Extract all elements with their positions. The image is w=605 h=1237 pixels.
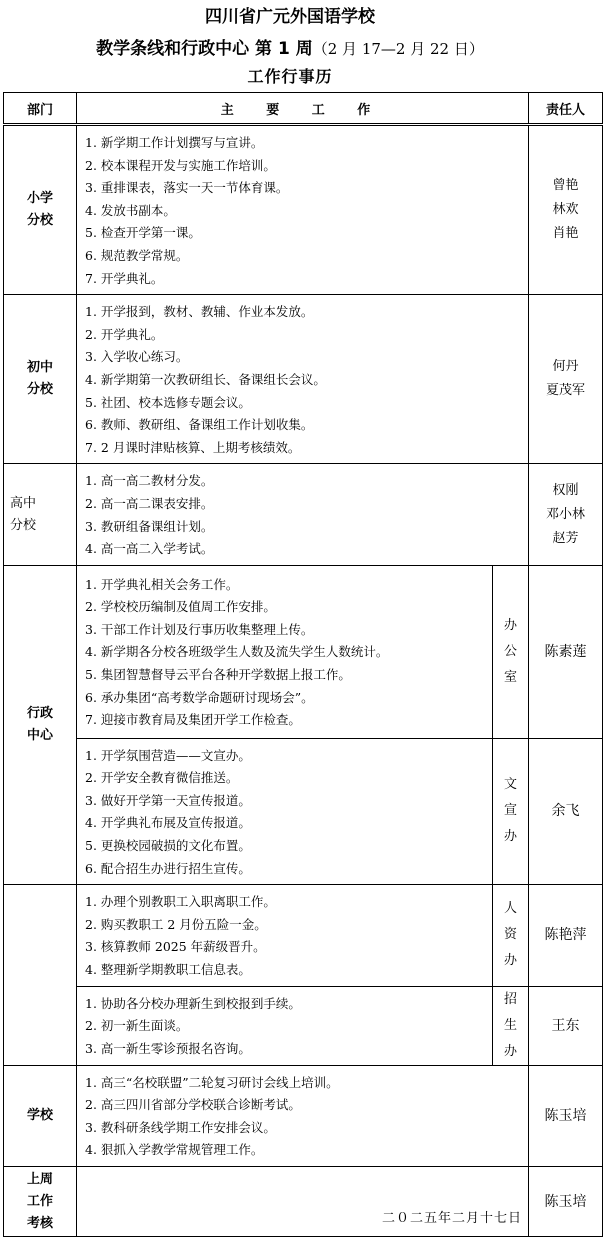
dept-admin: 行政 中心 [4,565,77,885]
table-row [4,295,603,464]
list-item: 4. 新学期各分校各班级学生人数及流失学生人数统计。 [85,644,389,660]
week-date-range: （2 月 17—2 月 22 日） [312,40,484,58]
table-row [4,1065,603,1166]
table-row [4,125,603,295]
list-item: 3. 干部工作计划及行事历收集整理上传。 [85,621,314,637]
dept-school: 学校 [4,1065,77,1166]
dept-junior: 初中 分校 [4,295,77,464]
tasks-senior [77,464,529,565]
calendar-subtitle: 工作行事历 [247,67,333,86]
owner-junior: 何丹 夏茂军 [529,295,603,464]
list-item: 6. 配合招生办进行招生宣传。 [85,860,251,876]
subdept-admissions: 招 生 办 [493,986,529,1065]
list-item: 3. 入学收心练习。 [85,349,189,365]
tasks-admissions [77,986,493,1065]
list-item: 6. 承办集团“高考数学命题研讨现场会”。 [85,689,314,705]
list-item: 4. 开学典礼布展及宣传报道。 [85,815,251,831]
header-main-work: 主 要 工 作 [77,93,529,125]
list-item: 3. 高一新生零诊预报名咨询。 [85,1040,251,1056]
table-row [4,986,603,1065]
list-item: 2. 开学安全教育微信推送。 [85,770,239,786]
owner-school: 陈玉培 [529,1065,603,1166]
work-calendar-table [3,92,603,1237]
list-item: 5. 更换校园破损的文化布置。 [85,838,251,854]
owner-publicity: 余飞 [529,738,603,885]
list-item: 2. 高三四川省部分学校联合诊断考试。 [85,1097,301,1113]
table-row [4,464,603,565]
list-item: 2. 高一高二课表安排。 [85,495,214,511]
subdept-office: 办 公 室 [493,565,529,738]
header-owner: 责任人 [529,93,603,125]
owner-senior: 权刚 邓小林 赵芳 [529,464,603,565]
list-item: 5. 检查开学第一课。 [85,225,201,241]
tasks-hr [77,885,493,986]
list-item: 4. 狠抓入学教学常规管理工作。 [85,1142,264,1158]
list-item: 6. 规范教学常规。 [85,247,189,263]
dept-last-week: 上周 工作 考核 [4,1167,77,1237]
dept-blank [4,885,77,1065]
dept-week-label: 教学条线和行政中心 第 1 周 [96,39,313,59]
tasks-junior [77,295,529,464]
list-item: 2. 初一新生面谈。 [85,1018,189,1034]
calendar-heading [0,34,580,59]
list-item: 4. 高一高二入学考试。 [85,541,214,557]
tasks-office [77,565,493,738]
subdept-publicity: 文 宣 办 [493,738,529,885]
header-dept: 部门 [4,93,77,125]
list-item: 3. 教研组备课组计划。 [85,518,214,534]
list-item: 4. 新学期第一次教研组长、备课组长会议。 [85,371,326,387]
list-item: 3. 做好开学第一天宣传报道。 [85,792,251,808]
table-row [4,565,603,738]
list-item: 7. 迎接市教育局及集团开学工作检查。 [85,712,301,728]
subdept-hr: 人 资 办 [493,885,529,986]
tasks-primary [77,125,529,295]
list-item: 3. 核算教师 2025 年薪级晋升。 [85,939,266,955]
owner-hr: 陈艳萍 [529,885,603,986]
list-item: 1. 高一高二教材分发。 [85,473,214,489]
list-item: 5. 集团智慧督导云平台各种开学数据上报工作。 [85,666,351,682]
list-item: 1. 开学典礼相关会务工作。 [85,576,239,592]
list-item: 3. 教科研条线学期工作安排会议。 [85,1119,276,1135]
owner-office: 陈素莲 [529,565,603,738]
tasks-publicity [77,738,493,885]
owner-admissions: 王东 [529,986,603,1065]
list-item: 4. 发放书副本。 [85,202,176,218]
list-item: 7. 2 月课时津贴核算、上期考核绩效。 [85,439,301,455]
list-item: 7. 开学典礼。 [85,270,164,286]
list-item: 1. 开学氛围营造——文宣办。 [85,747,251,763]
document-date: 二０二五年二月十七日 [382,1211,523,1226]
list-item: 1. 高三“名校联盟”二轮复习研讨会线上培训。 [85,1074,339,1090]
list-item: 3. 重排课表，落实一天一节体育课。 [85,180,289,196]
table-header-row [4,93,603,125]
list-item: 2. 开学典礼。 [85,326,164,342]
owner-primary: 曾艳 林欢 肖艳 [529,125,603,295]
owner-last-week: 陈玉培 [529,1167,603,1237]
list-item: 1. 协助各分校办理新生到校报到手续。 [85,995,301,1011]
table-row [4,1167,603,1237]
list-item: 1. 开学报到，教材、教辅、作业本发放。 [85,304,314,320]
tasks-school [77,1065,529,1166]
list-item: 4. 整理新学期教职工信息表。 [85,962,251,978]
table-row [4,885,603,986]
list-item: 2. 购买教职工 2 月份五险一金。 [85,916,267,932]
list-item: 1. 新学期工作计划撰写与宣讲。 [85,135,264,150]
tasks-last-week [77,1167,529,1237]
table-row [4,738,603,885]
list-item: 6. 教师、教研组、备课组工作计划收集。 [85,417,314,433]
list-item: 2. 校本课程开发与实施工作培训。 [85,157,276,173]
list-item: 1. 办理个别教职工入职离职工作。 [85,894,276,910]
dept-primary: 小学 分校 [4,125,77,295]
dept-senior: 高中 分校 [4,464,77,565]
school-title: 四川省广元外国语学校 [205,7,375,27]
list-item: 2. 学校校历编制及值周工作安排。 [85,599,276,615]
list-item: 5. 社团、校本选修专题会议。 [85,394,251,410]
